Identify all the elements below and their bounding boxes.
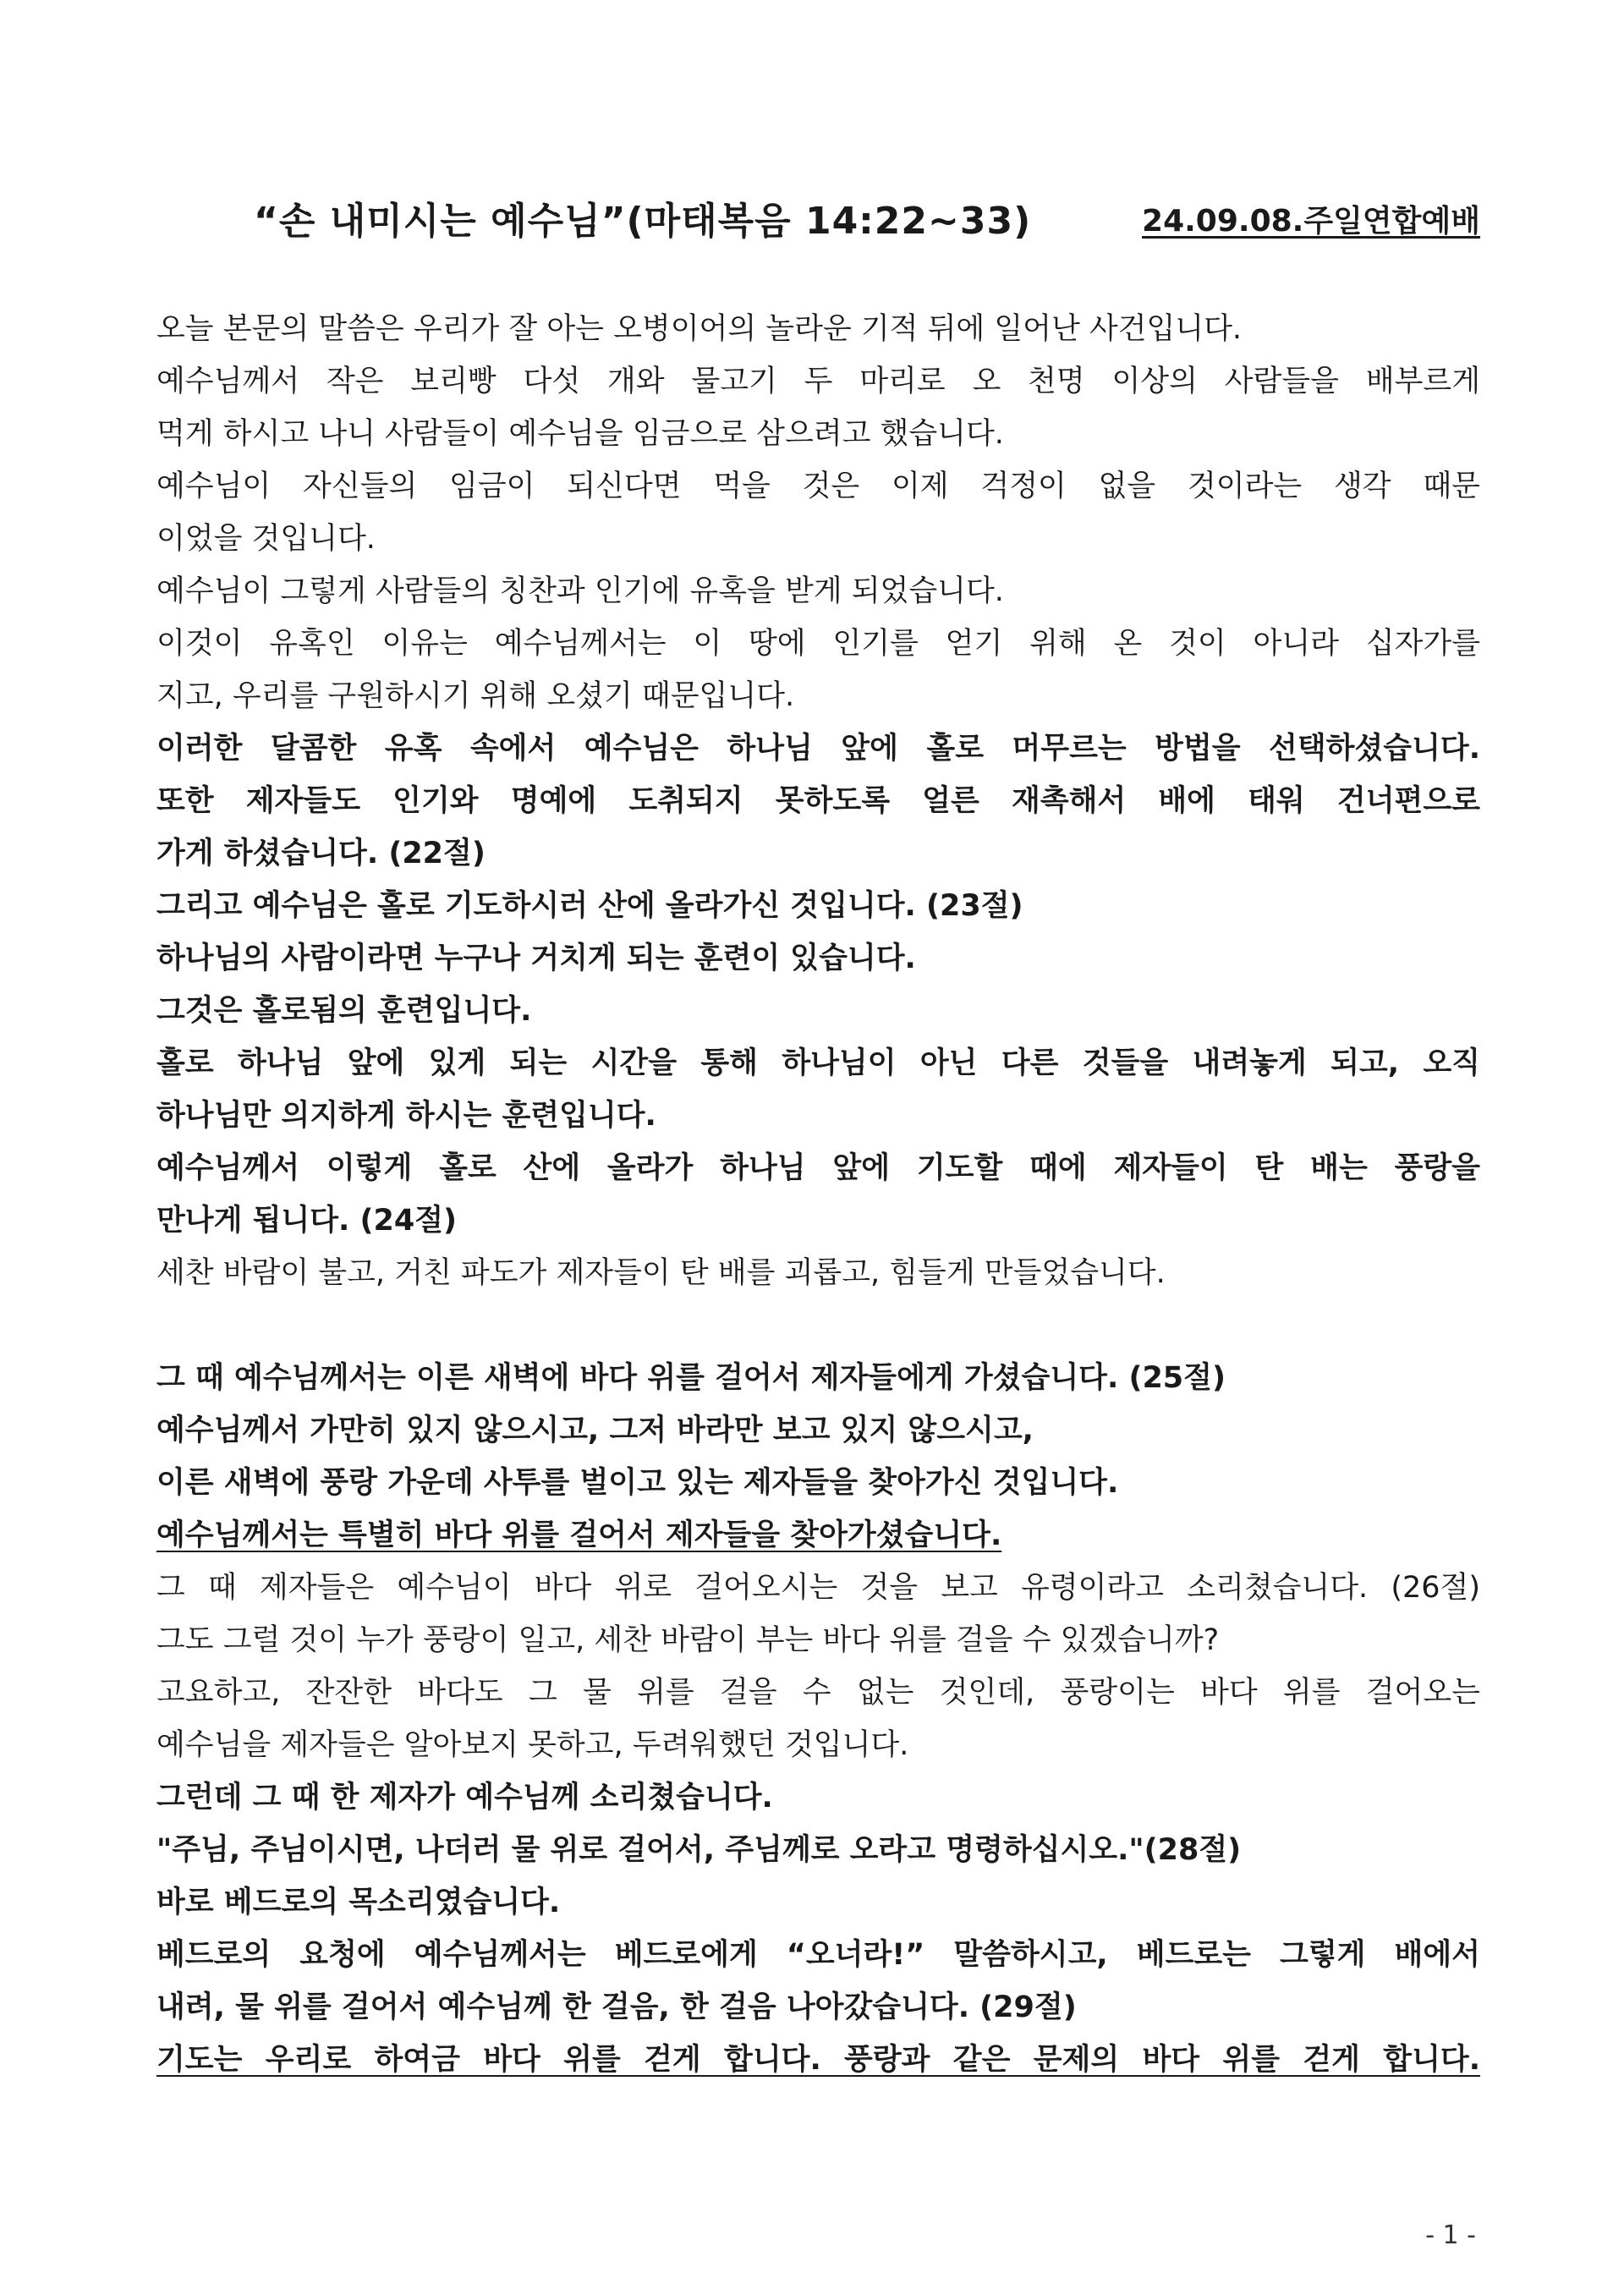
body-line-underlined: 예수님께서는 특별히 바다 위를 걸어서 제자들을 찾아가셨습니다.	[156, 1518, 1002, 1552]
body-line: 베드로의 요청에 예수님께서는 베드로에게 “오너라!” 말씀하시고, 베드로는 그렇게 배에서	[156, 1938, 1480, 1972]
sermon-title: “손 내미시는 예수님”(마태복음 14:22~33)	[254, 200, 1032, 243]
body-line: 예수님이 자신들의 임금이 되신다면 먹을 것은 이제 걱정이 없을 것이라는 생각 때문	[156, 469, 1480, 503]
body-line: 하나님만 의지하게 하시는 훈련입니다.	[156, 1099, 656, 1133]
body-line: 이러한 달콤한 유혹 속에서 예수님은 하나님 앞에 홀로 머무르는 방법을 선택하셨습니다.	[156, 732, 1480, 766]
body-line: 오늘 본문의 말씀은 우리가 잘 아는 오병이어의 놀라운 기적 뒤에 일어난 사건입니다.	[156, 312, 1243, 346]
body-line: 홀로 하나님 앞에 있게 되는 시간을 통해 하나님이 아닌 다른 것들을 내려놓게 되고, 오직	[156, 1046, 1480, 1080]
body-line: 그 때 제자들은 예수님이 바다 위로 걸어오시는 것을 보고 유령이라고 소리쳤습니다. (26절)	[156, 1571, 1480, 1605]
body-line: 그것은 홀로됨의 훈련입니다.	[156, 994, 532, 1028]
page-number: - 1 -	[1425, 2221, 1476, 2250]
body-line: 만나게 됩니다. (24절)	[156, 1204, 458, 1238]
body-line: 이른 새벽에 풍랑 가운데 사투를 벌이고 있는 제자들을 찾아가신 것입니다.	[156, 1466, 1119, 1500]
body-line: 이었을 것입니다.	[156, 522, 376, 556]
body-line: 예수님을 제자들은 알아보지 못하고, 두려워했던 것입니다.	[156, 1728, 909, 1762]
body-line: 지고, 우리를 구원하시기 위해 오셨기 때문입니다.	[156, 679, 795, 713]
service-date: 24.09.08.주일연합예배	[1142, 204, 1480, 239]
body-line: 내려, 물 위를 걸어서 예수님께 한 걸음, 한 걸음 나아갔습니다. (29절)	[156, 1990, 1077, 2024]
body-line: 그런데 그 때 한 제자가 예수님께 소리쳤습니다.	[156, 1781, 773, 1815]
body-line: 예수님이 그렇게 사람들의 칭찬과 인기에 유혹을 받게 되었습니다.	[156, 574, 1004, 608]
body-line: 예수님께서 이렇게 홀로 산에 올라가 하나님 앞에 기도할 때에 제자들이 탄 배는 풍랑을	[156, 1151, 1480, 1185]
document-header	[254, 190, 1480, 250]
body-line: 가게 하셨습니다. (22절)	[156, 837, 486, 870]
body-line: 그리고 예수님은 홀로 기도하시러 산에 올라가신 것입니다. (23절)	[156, 889, 1023, 923]
body-line: 고요하고, 잔잔한 바다도 그 물 위를 걸을 수 없는 것인데, 풍랑이는 바다 위를 걸어오는	[156, 1676, 1480, 1710]
body-line: 그도 그럴 것이 누가 풍랑이 일고, 세찬 바람이 부는 바다 위를 걸을 수 있겠습니까?	[156, 1623, 1220, 1657]
body-line-underlined: 기도는 우리로 하여금 바다 위를 걷게 합니다. 풍랑과 같은 문제의 바다 위를 걷게 합니다.	[156, 2043, 1480, 2077]
paragraph-gap	[156, 1299, 1480, 1352]
body-line: 이것이 유혹인 이유는 예수님께서는 이 땅에 인기를 얻기 위해 온 것이 아니라 십자가를	[156, 627, 1480, 661]
body-line: 하나님의 사람이라면 누구나 거치게 되는 훈련이 있습니다.	[156, 942, 916, 975]
sermon-body	[156, 303, 1480, 2086]
body-line: 먹게 하시고 나니 사람들이 예수님을 임금으로 삼으려고 했습니다.	[156, 417, 1004, 451]
body-line: "주님, 주님이시면, 나더러 물 위로 걸어서, 주님께로 오라고 명령하십시오."(28절)	[156, 1833, 1242, 1867]
body-line: 예수님께서 가만히 있지 않으시고, 그저 바라만 보고 있지 않으시고,	[156, 1414, 1034, 1447]
body-line: 그 때 예수님께서는 이른 새벽에 바다 위를 걸어서 제자들에게 가셨습니다. (25절)	[156, 1361, 1226, 1395]
body-line: 또한 제자들도 인기와 명예에 도취되지 못하도록 얼른 재촉해서 배에 태워 건너편으로	[156, 784, 1480, 818]
body-line: 바로 베드로의 목소리였습니다.	[156, 1886, 561, 1919]
body-line: 예수님께서 작은 보리빵 다섯 개와 물고기 두 마리로 오 천명 이상의 사람들을 배부르게	[156, 365, 1480, 398]
body-line: 세찬 바람이 불고, 거친 파도가 제자들이 탄 배를 괴롭고, 힘들게 만들었습니다.	[156, 1256, 1166, 1290]
